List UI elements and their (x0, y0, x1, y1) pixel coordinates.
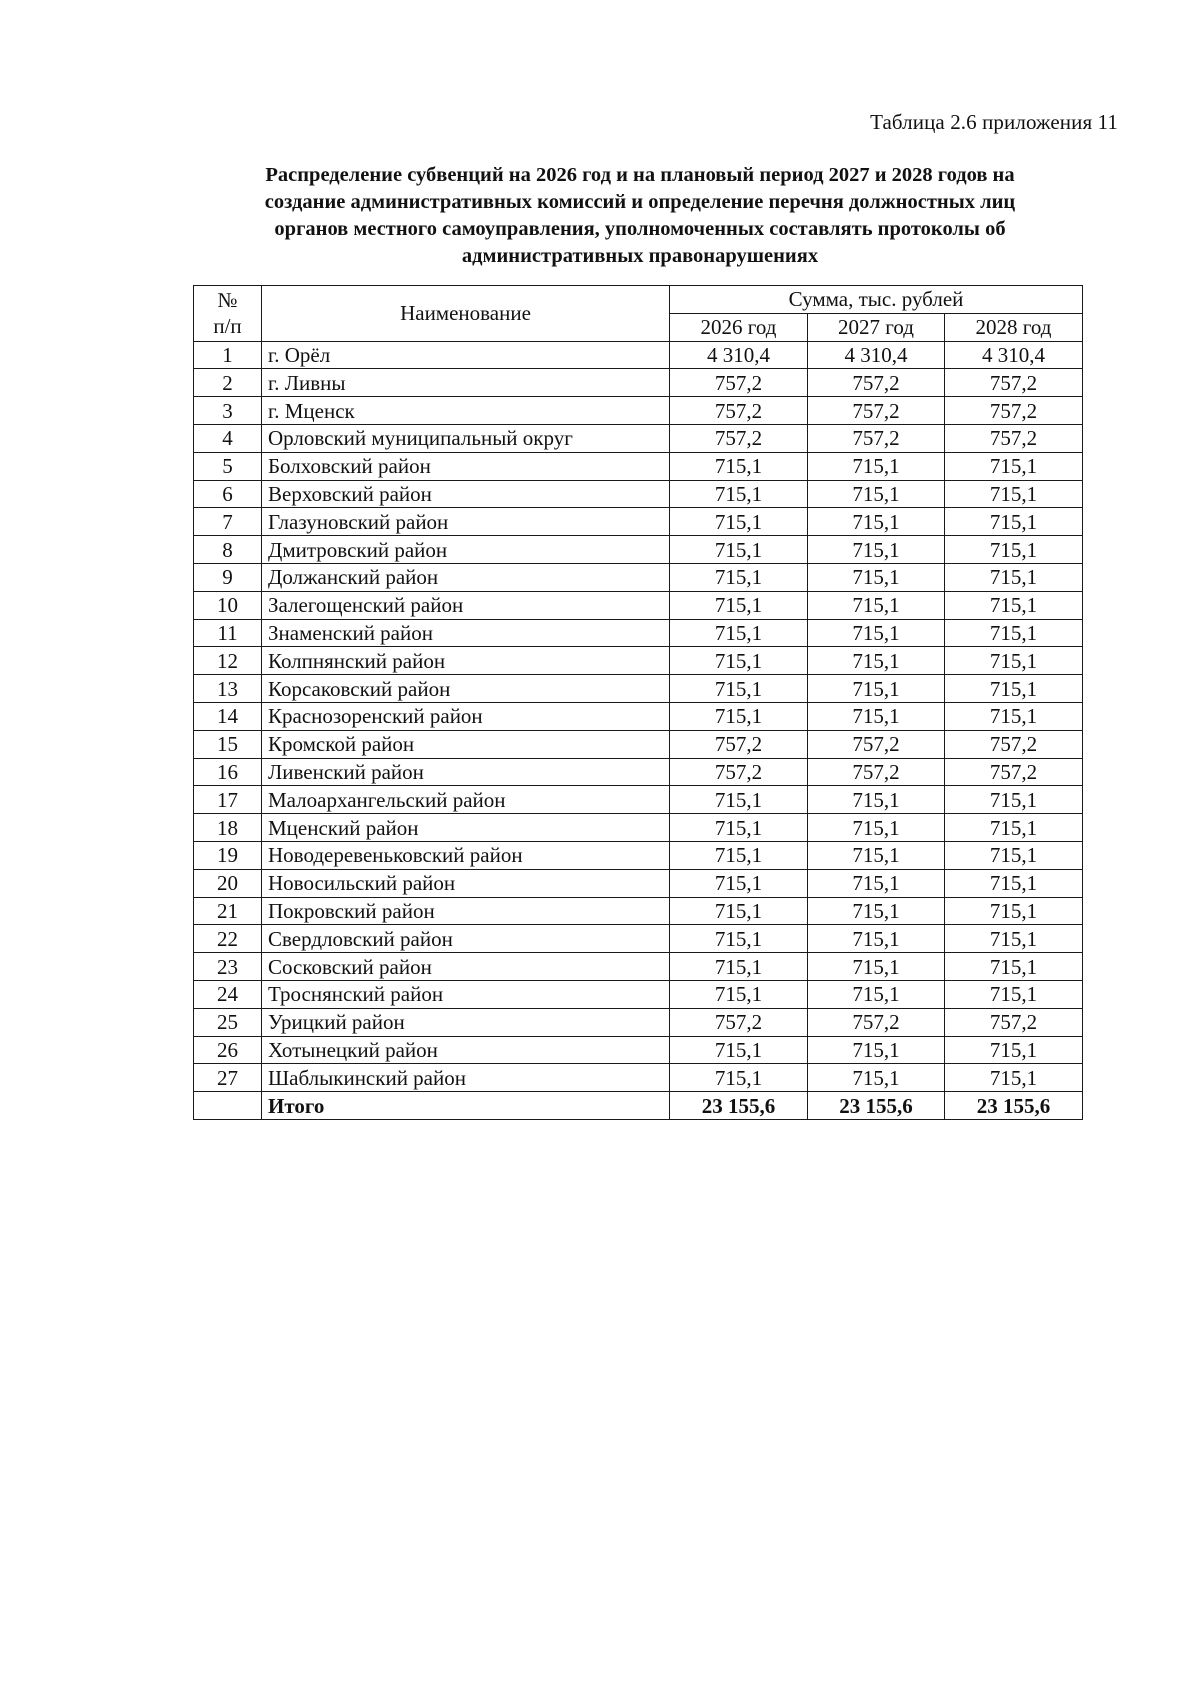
table-row (194, 953, 1083, 981)
row-value-2027: 715,1 (808, 702, 945, 730)
row-name: Новодеревеньковский район (262, 841, 670, 869)
title-line: органов местного самоуправления, уполномоченных составлять протоколы об (274, 218, 1006, 240)
header-year-2028: 2028 год (945, 313, 1083, 341)
table-body (194, 341, 1083, 1092)
row-value-2028: 715,1 (945, 647, 1083, 675)
row-value-2027: 757,2 (808, 1008, 945, 1036)
row-number: 20 (194, 869, 262, 897)
table-row (194, 536, 1083, 564)
row-value-2028: 757,2 (945, 758, 1083, 786)
row-number: 24 (194, 980, 262, 1008)
row-value-2026: 715,1 (670, 953, 808, 981)
row-name: г. Орёл (262, 341, 670, 369)
row-value-2026: 715,1 (670, 563, 808, 591)
row-value-2026: 715,1 (670, 480, 808, 508)
row-value-2028: 715,1 (945, 925, 1083, 953)
row-value-2028: 715,1 (945, 563, 1083, 591)
row-value-2026: 715,1 (670, 869, 808, 897)
table-row (194, 730, 1083, 758)
row-name: Троснянский район (262, 980, 670, 1008)
row-value-2027: 715,1 (808, 869, 945, 897)
row-value-2027: 715,1 (808, 647, 945, 675)
row-name: Сосковский район (262, 953, 670, 981)
row-number: 25 (194, 1008, 262, 1036)
row-value-2028: 757,2 (945, 1008, 1083, 1036)
row-name: Хотынецкий район (262, 1036, 670, 1064)
row-number: 7 (194, 508, 262, 536)
table-row (194, 508, 1083, 536)
row-value-2026: 715,1 (670, 814, 808, 842)
table-row (194, 841, 1083, 869)
header-name: Наименование (262, 286, 670, 342)
row-name: Шаблыкинский район (262, 1064, 670, 1092)
document-title (150, 162, 1130, 270)
row-name: Колпнянский район (262, 647, 670, 675)
row-value-2028: 715,1 (945, 702, 1083, 730)
row-value-2027: 715,1 (808, 480, 945, 508)
header-year-2027: 2027 год (808, 313, 945, 341)
row-value-2027: 715,1 (808, 536, 945, 564)
header-year-2026: 2026 год (670, 313, 808, 341)
row-number: 14 (194, 702, 262, 730)
table-row (194, 786, 1083, 814)
header-sum: Сумма, тыс. рублей (670, 286, 1083, 314)
row-value-2027: 715,1 (808, 508, 945, 536)
total-num-cell (194, 1092, 262, 1120)
row-value-2026: 715,1 (670, 980, 808, 1008)
row-value-2028: 715,1 (945, 675, 1083, 703)
row-value-2028: 715,1 (945, 452, 1083, 480)
table-row (194, 341, 1083, 369)
row-number: 10 (194, 591, 262, 619)
row-name: Болховский район (262, 452, 670, 480)
row-value-2027: 715,1 (808, 675, 945, 703)
row-name: г. Мценск (262, 397, 670, 425)
row-value-2027: 715,1 (808, 953, 945, 981)
row-number: 9 (194, 563, 262, 591)
row-name: Глазуновский район (262, 508, 670, 536)
row-value-2027: 715,1 (808, 1064, 945, 1092)
row-value-2028: 715,1 (945, 1064, 1083, 1092)
row-value-2028: 715,1 (945, 508, 1083, 536)
subvention-table (193, 285, 1083, 1120)
row-value-2027: 715,1 (808, 619, 945, 647)
row-number: 13 (194, 675, 262, 703)
row-value-2028: 715,1 (945, 480, 1083, 508)
table-row (194, 1036, 1083, 1064)
row-name: Новосильский район (262, 869, 670, 897)
row-name: Должанский район (262, 563, 670, 591)
table-row (194, 702, 1083, 730)
table-row (194, 397, 1083, 425)
row-value-2026: 715,1 (670, 508, 808, 536)
row-value-2028: 715,1 (945, 841, 1083, 869)
row-value-2027: 715,1 (808, 841, 945, 869)
table-row (194, 591, 1083, 619)
header-number (194, 286, 262, 342)
row-number: 4 (194, 424, 262, 452)
total-2026: 23 155,6 (670, 1092, 808, 1120)
row-name: Краснозоренский район (262, 702, 670, 730)
row-number: 1 (194, 341, 262, 369)
row-value-2026: 4 310,4 (670, 341, 808, 369)
table-row (194, 897, 1083, 925)
row-value-2027: 757,2 (808, 730, 945, 758)
row-value-2027: 4 310,4 (808, 341, 945, 369)
table-row (194, 619, 1083, 647)
row-value-2028: 757,2 (945, 369, 1083, 397)
row-name: г. Ливны (262, 369, 670, 397)
row-value-2027: 715,1 (808, 452, 945, 480)
table-row (194, 424, 1083, 452)
row-value-2026: 715,1 (670, 619, 808, 647)
table-row (194, 814, 1083, 842)
title-line: создание административных комиссий и определение перечня должностных лиц (264, 191, 1016, 213)
row-value-2027: 715,1 (808, 591, 945, 619)
row-value-2027: 757,2 (808, 369, 945, 397)
row-value-2028: 715,1 (945, 591, 1083, 619)
row-value-2028: 715,1 (945, 980, 1083, 1008)
table-row (194, 563, 1083, 591)
row-value-2026: 757,2 (670, 1008, 808, 1036)
row-name: Орловский муниципальный округ (262, 424, 670, 452)
row-value-2028: 715,1 (945, 786, 1083, 814)
row-value-2026: 715,1 (670, 897, 808, 925)
total-row (194, 1092, 1083, 1120)
table-row (194, 980, 1083, 1008)
row-value-2027: 715,1 (808, 563, 945, 591)
row-name: Корсаковский район (262, 675, 670, 703)
row-name: Малоархангельский район (262, 786, 670, 814)
row-number: 21 (194, 897, 262, 925)
row-name: Дмитровский район (262, 536, 670, 564)
row-value-2027: 757,2 (808, 397, 945, 425)
row-name: Кромской район (262, 730, 670, 758)
row-value-2027: 757,2 (808, 758, 945, 786)
row-number: 17 (194, 786, 262, 814)
header-number-abbr: п/п (213, 314, 242, 339)
row-value-2028: 715,1 (945, 814, 1083, 842)
row-number: 8 (194, 536, 262, 564)
total-2028: 23 155,6 (945, 1092, 1083, 1120)
row-value-2027: 715,1 (808, 1036, 945, 1064)
row-number: 16 (194, 758, 262, 786)
table-row (194, 480, 1083, 508)
table-row (194, 758, 1083, 786)
row-value-2027: 715,1 (808, 786, 945, 814)
row-number: 2 (194, 369, 262, 397)
row-value-2026: 757,2 (670, 758, 808, 786)
row-value-2028: 757,2 (945, 424, 1083, 452)
row-name: Знаменский район (262, 619, 670, 647)
row-value-2026: 715,1 (670, 675, 808, 703)
row-value-2028: 715,1 (945, 1036, 1083, 1064)
row-number: 6 (194, 480, 262, 508)
row-number: 27 (194, 1064, 262, 1092)
row-number: 22 (194, 925, 262, 953)
row-value-2026: 757,2 (670, 730, 808, 758)
total-2027: 23 155,6 (808, 1092, 945, 1120)
row-value-2028: 715,1 (945, 619, 1083, 647)
row-value-2026: 757,2 (670, 397, 808, 425)
row-value-2028: 715,1 (945, 536, 1083, 564)
row-value-2026: 715,1 (670, 925, 808, 953)
row-value-2026: 715,1 (670, 536, 808, 564)
row-number: 15 (194, 730, 262, 758)
row-number: 11 (194, 619, 262, 647)
row-value-2027: 715,1 (808, 814, 945, 842)
row-value-2027: 715,1 (808, 897, 945, 925)
row-number: 3 (194, 397, 262, 425)
row-value-2028: 715,1 (945, 869, 1083, 897)
row-value-2028: 4 310,4 (945, 341, 1083, 369)
row-value-2026: 757,2 (670, 424, 808, 452)
row-number: 18 (194, 814, 262, 842)
title-line: административных правонарушениях (461, 245, 819, 267)
table-row (194, 869, 1083, 897)
table-row (194, 1064, 1083, 1092)
row-value-2026: 715,1 (670, 591, 808, 619)
row-value-2026: 715,1 (670, 702, 808, 730)
row-value-2028: 757,2 (945, 397, 1083, 425)
row-name: Верховский район (262, 480, 670, 508)
row-number: 12 (194, 647, 262, 675)
row-value-2026: 715,1 (670, 647, 808, 675)
row-value-2027: 715,1 (808, 980, 945, 1008)
row-name: Ливенский район (262, 758, 670, 786)
table-row (194, 647, 1083, 675)
row-name: Урицкий район (262, 1008, 670, 1036)
header-number-sign: № (217, 288, 238, 313)
row-value-2028: 757,2 (945, 730, 1083, 758)
annex-label: Таблица 2.6 приложения 11 (870, 110, 1118, 134)
row-number: 5 (194, 452, 262, 480)
table-row (194, 369, 1083, 397)
row-value-2027: 757,2 (808, 424, 945, 452)
table-row (194, 452, 1083, 480)
row-number: 19 (194, 841, 262, 869)
row-name: Мценский район (262, 814, 670, 842)
row-number: 26 (194, 1036, 262, 1064)
title-line: Распределение субвенций на 2026 год и на плановый период 2027 и 2028 годов на (265, 164, 1015, 186)
row-value-2026: 757,2 (670, 369, 808, 397)
table-row (194, 925, 1083, 953)
row-value-2027: 715,1 (808, 925, 945, 953)
row-value-2026: 715,1 (670, 786, 808, 814)
row-value-2028: 715,1 (945, 953, 1083, 981)
total-label: Итого (262, 1092, 670, 1120)
row-name: Свердловский район (262, 925, 670, 953)
row-value-2026: 715,1 (670, 1064, 808, 1092)
row-name: Покровский район (262, 897, 670, 925)
row-value-2026: 715,1 (670, 1036, 808, 1064)
table-row (194, 1008, 1083, 1036)
row-value-2028: 715,1 (945, 897, 1083, 925)
row-number: 23 (194, 953, 262, 981)
row-name: Залегощенский район (262, 591, 670, 619)
table-row (194, 675, 1083, 703)
row-value-2026: 715,1 (670, 841, 808, 869)
row-value-2026: 715,1 (670, 452, 808, 480)
